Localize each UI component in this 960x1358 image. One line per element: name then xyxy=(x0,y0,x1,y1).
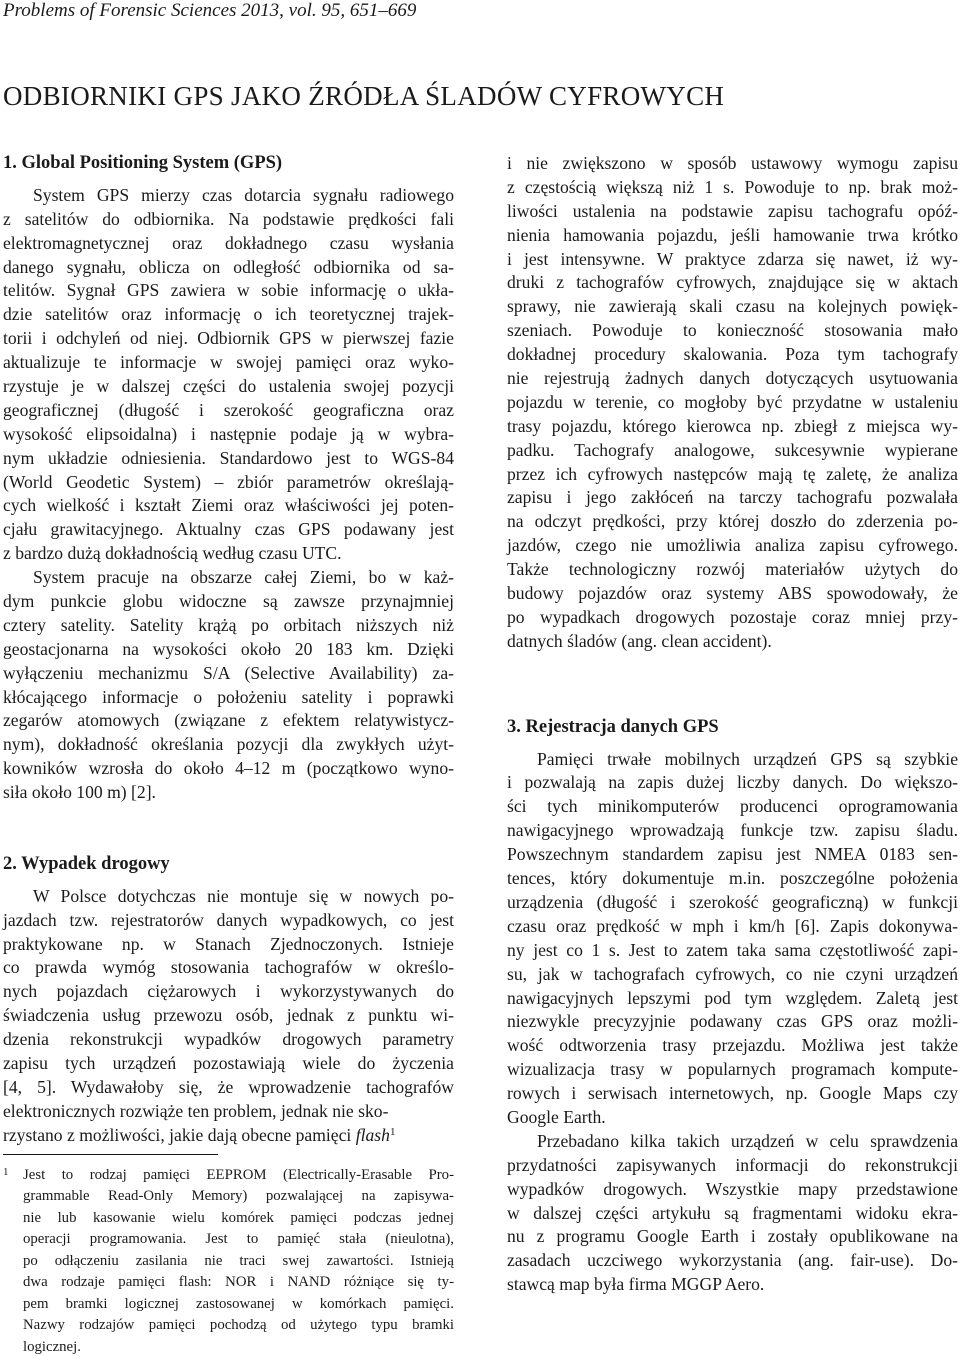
text-line: w dalszej części artykułu są fragmentami widoku ekra- xyxy=(507,1202,958,1223)
text-line: System pracuje na obszarze całej Ziemi, bo w każ- xyxy=(33,567,454,588)
footnote-separator xyxy=(3,1154,218,1155)
text-line: kłócającego informacje o położeniu satelity i poprawki xyxy=(3,686,454,707)
text-line: geostacjonarna na wysokości około 20 183 km. Dzięki xyxy=(3,638,454,659)
flash-term: flash xyxy=(355,1124,390,1145)
text-line: po wypadkach drogowych pozostaje coraz mniej przy- xyxy=(507,606,958,627)
text-line: świadczenia usług przewozu osób, jednak z punktu wi- xyxy=(3,1005,454,1026)
text-line: zegarów atomowych (związane z efektem relatywistycz- xyxy=(3,710,454,731)
text-line: druki z tachografów cyfrowych, znajdujące się w aktach xyxy=(507,272,958,293)
text-line: ści tych minikomputerów producenci oprogramowania xyxy=(507,796,958,817)
text-line: dym punkcie globu widoczne są zawsze przynajmniej xyxy=(3,591,454,612)
left-column xyxy=(3,152,454,1358)
text-line: nym układzie odniesienia. Standardowo jest to WGS-84 xyxy=(3,447,454,468)
text-line: nym), dokładność określania pozycji dla zwykłych użyt- xyxy=(3,734,454,755)
text-line: przydatności zapisywanych informacji do rekonstrukcji xyxy=(507,1154,958,1175)
text-line: su, jak w tachografach cyfrowych, co nie czyni urządzeń xyxy=(507,963,958,984)
footnote-line: Nazwy rodzajów pamięci pochodzą od użytego typu bramki xyxy=(23,1317,454,1334)
text-line: rzystuje je w dalszej części do ustalenia swojej pozycji xyxy=(3,376,454,397)
footnote-reference[interactable]: 1 xyxy=(389,1125,396,1138)
text-line: System GPS mierzy czas dotarcia sygnału radiowego xyxy=(33,184,454,205)
text-line: [4, 5]. Wydawałoby się, że wprowadzenie tachografów xyxy=(3,1076,454,1097)
text-line: dokładnej procedury skalowania. Poza tym tachografy xyxy=(507,344,958,365)
paragraph-tachograph-continuation xyxy=(507,152,958,654)
text-line: aktualizuje te informacje w swojej pamięci oraz wyko- xyxy=(3,352,454,373)
footnote-line: dwa rodzaje pamięci flash: NOR i NAND różniące się ty- xyxy=(23,1274,454,1291)
text-line: rowych i serwisach internetowych, np. Google Maps czy xyxy=(507,1083,958,1104)
paragraph-gps-coverage xyxy=(3,566,454,805)
text-line: wość odtworzenia trasy przejazdu. Możliwa jest także xyxy=(507,1035,958,1056)
footnote-mark: 1 xyxy=(3,1165,9,1178)
right-column xyxy=(507,152,958,1297)
text-line: zasadach uczciwego wykorzystania (ang. fair-use). Do- xyxy=(507,1250,958,1271)
text-line: i nie zwiększono w sposób ustawowy wymogu zapisu xyxy=(507,153,958,173)
text-line: z satelitów do odbiornika. Na podstawie prędkości fali xyxy=(3,208,454,229)
text-line: tences, który dokumentuje m.in. poszczególne położenia xyxy=(507,868,958,889)
text-line: wyłączeniu mechanizmu S/A (Selective Availability) za- xyxy=(3,662,454,683)
text-line: praktykowane np. w Stanach Zjednoczonych. Istnieje xyxy=(3,933,454,954)
text-line: Google Earth. xyxy=(507,1106,606,1127)
text-line: liwości ustalenia na podstawie zapisu tachografu opóź- xyxy=(507,200,958,221)
text-line: nu z programu Google Earth i zostały opublikowane na xyxy=(507,1226,958,1247)
text-line: wypadków drogowych. Wszystkie mapy przedstawione xyxy=(507,1178,958,1199)
text-line: elektronicznych rozwiąże ten problem, jednak nie sko- xyxy=(3,1100,389,1121)
text-line: wysokość elipsoidalna) i następnie podaje ją w wybra- xyxy=(3,423,454,444)
footnote-line: Jest to rodzaj pamięci EEPROM (Electrically-Erasable Pro- xyxy=(23,1166,454,1183)
section-heading-gps: 1. Global Positioning System (GPS) xyxy=(3,153,283,173)
text-line: nienia hamowania pojazdu, jeśli hamowanie trwa krótko xyxy=(507,224,958,245)
text-line: wizualizacja trasy w popularnych programach kompute- xyxy=(507,1059,958,1080)
text-line: Pamięci trwałe mobilnych urządzeń GPS są szybkie xyxy=(537,748,958,769)
text-line: padku. Tachografy analogowe, sukcesywnie wypierane xyxy=(507,439,958,460)
text-line: szeniach. Powoduje to konieczność stosowania mało xyxy=(507,320,958,341)
text-line: przez ich cyfrowych następców mają tę zaletę, że analiza xyxy=(507,463,958,484)
text-line: (World Geodetic System) – zbiór parametrów określają- xyxy=(3,471,454,492)
text-line: W Polsce dotychczas nie montuje się w nowych po- xyxy=(33,885,454,906)
paragraph-devices-tested xyxy=(507,1130,958,1297)
text-line: jazdów, czego nie umożliwia analiza zapisu cyfrowego. xyxy=(507,535,958,556)
text-line: nawigacyjnych lepszymi pod tym względem. Zaletą jest xyxy=(507,987,958,1008)
last-line-text: rzystano z możliwości, jakie dają obecne pamięci xyxy=(3,1124,356,1145)
text-line: cztery satelity. Satelity krążą po orbitach niższych niż xyxy=(3,614,454,635)
text-line: stawcą map była firma MGGP Aero. xyxy=(507,1274,765,1295)
text-line: z bardzo dużą dokładnością według czasu UTC. xyxy=(3,543,342,564)
footnote-line: po odłączeniu zasilania nie traci swej zawartości. Istnieją xyxy=(23,1252,454,1269)
text-line: niezwykle precyzyjnie podawany czas GPS oraz możli- xyxy=(507,1011,958,1032)
footnote-line: pem bramki logicznej zastosowanej w komórkach pamięci. xyxy=(23,1295,454,1312)
text-line: Przebadano kilka takich urządzeń w celu sprawdzenia xyxy=(537,1130,958,1151)
text-line: torii i odchyleń od niej. Odbiornik GPS w pierwszej fazie xyxy=(3,328,454,349)
text-line: elektromagnetycznej oraz dokładnego czasu wysłania xyxy=(3,232,454,253)
footnote-line: logicznej. xyxy=(23,1338,81,1355)
text-line: dzenia rekonstrukcji wypadków drogowych parametry xyxy=(3,1029,454,1050)
text-line: jazdach tzw. rejestratorów danych wypadkowych, co jest xyxy=(3,909,454,930)
text-line: datnych śladów (ang. clean accident). xyxy=(507,630,772,651)
footnote xyxy=(3,1165,454,1358)
text-line: pojazdu w terenie, co mogłoby być przydatne w ustaleniu xyxy=(507,391,958,412)
text-line: ny jest co 1 s. Jest to zatem taka sama częstotliwość zapi- xyxy=(507,939,958,960)
text-line: cjału grawitacyjnego. Aktualny czas GPS podawany jest xyxy=(3,519,454,540)
text-line: budowy pojazdów oraz systemy ABS spowodowały, że xyxy=(507,583,958,604)
text-line: zapisu tych urządzeń pozostawiają wiele do życzenia xyxy=(3,1052,454,1073)
running-header: Problems of Forensic Sciences 2013, vol. 95, 651–669 xyxy=(3,0,417,21)
text-line: Powszechnym standardem zapisu jest NMEA 0183 sen- xyxy=(507,844,958,865)
text-line: trasy pojazdu, którego kierowca np. zbiegł z miejsca wy- xyxy=(507,415,958,436)
text-line: na odczyt prędkości, przy której doszło do zderzenia po- xyxy=(507,511,958,532)
text-line: cych wielkość i kształt Ziemi oraz właściwości jej poten- xyxy=(3,495,454,516)
text-line: siła około 100 m) [2]. xyxy=(3,782,156,803)
text-line: geograficznej (długość i szerokość geograficzna oraz xyxy=(3,399,454,420)
text-line: nych pojazdach ciężarowych i wykorzystywanych do xyxy=(3,981,454,1002)
paragraph-gps-intro xyxy=(3,184,454,566)
text-line: z częstością większą niż 1 s. Powoduje to np. brak moż- xyxy=(507,176,958,197)
text-line: danego sygnału, oblicza on odległość odbiornika od sa- xyxy=(3,256,454,277)
paragraph-accident xyxy=(3,885,454,1124)
text-line: nie rejestrują żadnych danych dotyczących usytuowania xyxy=(507,368,958,389)
article-title: ODBIORNIKI GPS JAKO ŹRÓDŁA ŚLADÓW CYFROWYCH xyxy=(3,81,725,111)
text-line: sprawy, nie zawierają skali czasu na kolejnych powięk- xyxy=(507,296,958,317)
footnote-line: grammable Read-Only Memory) pozwalającej na zapisywa- xyxy=(23,1188,454,1205)
text-line: i pozwalają na zapis dużej liczby danych. Do większo- xyxy=(507,772,958,793)
paragraph-accident-last-line xyxy=(3,1124,454,1148)
text-line: kowników wzrosła do około 4–12 m (początkowo wyno- xyxy=(3,758,454,779)
text-line: co prawda wymóg stosowania tachografów w określo- xyxy=(3,957,454,978)
text-line: telitów. Sygnał GPS zawiera w sobie informację o ukła- xyxy=(3,280,454,301)
section-heading-accident: 2. Wypadek drogowy xyxy=(3,853,170,874)
paragraph-gps-recording xyxy=(507,748,958,1130)
footnote-line: operacji programowania. Jest to pamięć stała (nieulotna), xyxy=(23,1231,454,1248)
text-line: zapisu i jego zakłóceń na tarczy tachografu pozwalała xyxy=(507,487,958,508)
section-heading-gps-recording: 3. Rejestracja danych GPS xyxy=(507,716,719,737)
text-line: i jest intensywne. W praktyce zdarza się nawet, iż wy- xyxy=(507,248,958,269)
text-line: urządzenia (długość i szerokość geograficzną) w funkcji xyxy=(507,891,958,912)
text-line: dzie satelitów oraz informację o ich teoretycznej trajek- xyxy=(3,304,454,325)
footnote-line: nie lub kasowanie wielu komórek pamięci podczas jednej xyxy=(23,1209,454,1226)
text-line: Także technologiczny rozwój materiałów użytych do xyxy=(507,559,958,580)
text-line: nawigacyjnego wprowadzają funkcje tzw. zapisu śladu. xyxy=(507,820,958,841)
text-line: czasu oraz prędkość w mph i km/h [6]. Zapis dokonywa- xyxy=(507,915,958,936)
